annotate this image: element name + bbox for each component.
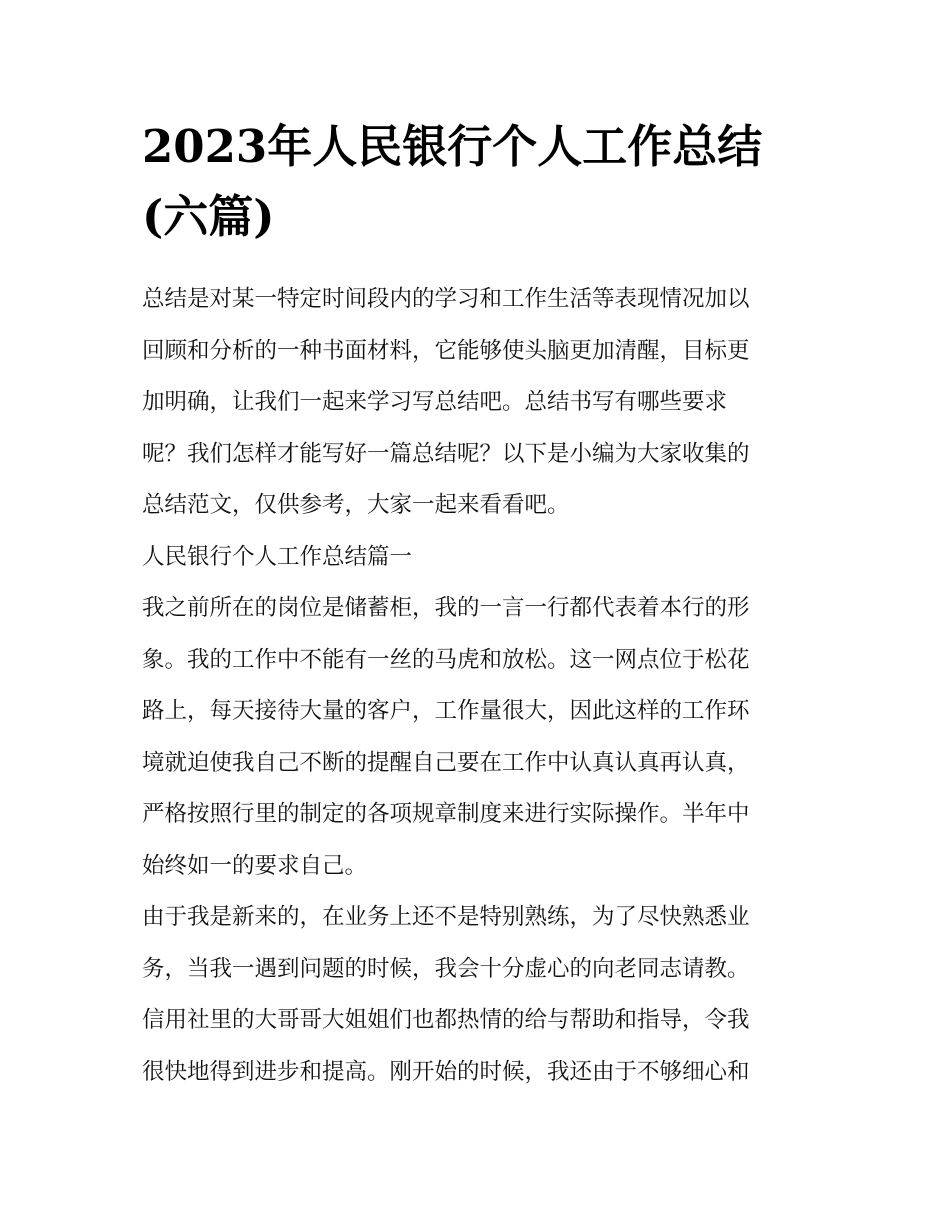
text-line: 人民银行个人工作总结篇一 — [142, 543, 413, 570]
text-line: 信用社里的大哥哥大姐姐们也都热情的给与帮助和指导，令我 — [142, 1007, 750, 1033]
text-line: 呢？我们怎样才能写好一篇总结呢？以下是小编为大家收集的 — [142, 440, 750, 467]
text-line: 路上，每天接待大量的客户，工作量很大，因此这样的工作环 — [142, 698, 750, 724]
text-line: 回顾和分析的一种书面材料，它能够使头脑更加清醒，目标更 — [142, 337, 750, 364]
text-line: 加明确，让我们一起来学习写总结吧。总结书写有哪些要求 — [142, 389, 728, 415]
text-line: 务，当我一遇到问题的时候，我会十分虚心的向老同志请教。 — [142, 955, 750, 982]
title-line: 2023年人民银行个人工作总结 — [142, 120, 763, 173]
text-line: 始终如一的要求自己。 — [142, 852, 368, 879]
text-line: 严格按照行里的制定的各项规章制度来进行实际操作。半年中 — [142, 801, 750, 827]
text-line: 境就迫使我自己不断的提醒自己要在工作中认真认真再认真， — [142, 749, 750, 776]
document-body — [142, 274, 814, 1098]
paragraph-intro — [142, 274, 814, 532]
document-page — [142, 112, 814, 1098]
text-line: 象。我的工作中不能有一丝的马虎和放松。这一网点位于松花 — [142, 646, 750, 673]
paragraph — [142, 583, 814, 892]
text-line: 由于我是新来的，在业务上还不是特别熟练，为了尽快熟悉业 — [142, 904, 750, 930]
paragraph — [142, 892, 814, 1098]
text-line: 很快地得到进步和提高。刚开始的时候，我还由于不够细心和 — [142, 1058, 750, 1085]
text-line: 总结是对某一特定时间段内的学习和工作生活等表现情况加以 — [142, 286, 750, 312]
title-line: (六篇) — [142, 190, 275, 243]
text-line: 总结范文，仅供参考，大家一起来看看吧。 — [142, 492, 570, 518]
document-title — [142, 112, 814, 252]
section-heading — [142, 532, 814, 584]
text-line: 我之前所在的岗位是储蓄柜，我的一言一行都代表着本行的形 — [142, 595, 750, 621]
